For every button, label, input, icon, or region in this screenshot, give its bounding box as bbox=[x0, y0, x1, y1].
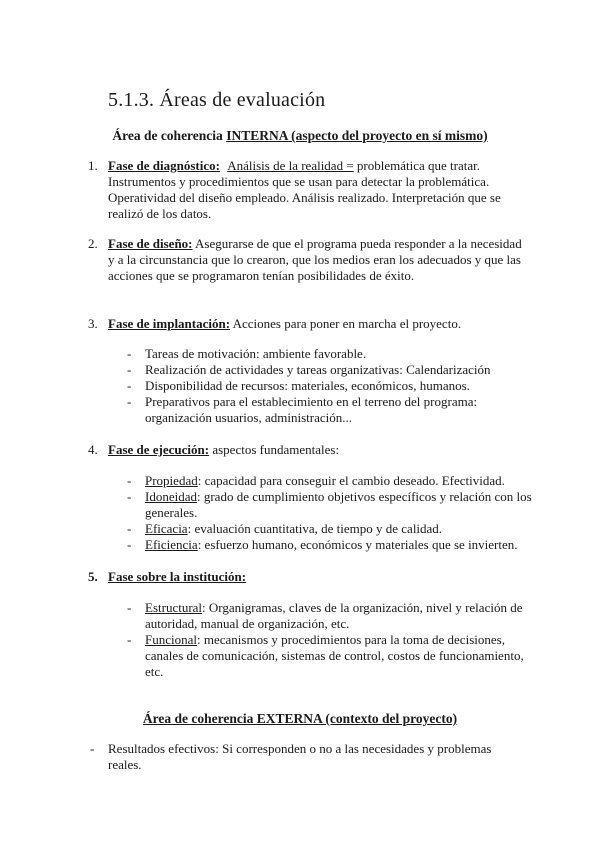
list-item-implantacion bbox=[88, 316, 528, 332]
bullet-text: Preparativos para el establecimiento en el terreno del programa: organización usuarios, administración... bbox=[145, 394, 478, 425]
item-number: 1. bbox=[88, 158, 98, 173]
bullet-text: Disponibilidad de recursos: materiales, económicos, humanos. bbox=[145, 378, 470, 393]
bullet-item bbox=[127, 362, 535, 378]
list-item-diseno bbox=[88, 236, 528, 284]
list-item-diagnostico bbox=[88, 158, 528, 222]
bullet-item bbox=[127, 346, 535, 362]
bullet-term: Eficacia bbox=[145, 521, 188, 536]
dash-marker: - bbox=[90, 741, 95, 756]
bullet-text: Tareas de motivación: ambiente favorable. bbox=[145, 346, 367, 361]
bullet-text: : esfuerzo humano, económicos y materiales que se invierten. bbox=[197, 537, 518, 552]
bullet-item bbox=[127, 473, 535, 489]
dash-marker: - bbox=[127, 346, 132, 361]
item-label: Fase de diagnóstico: bbox=[108, 158, 220, 173]
interna-heading-underlined: INTERNA (aspecto del proyecto en sí mismo) bbox=[226, 128, 488, 143]
item-number: 3. bbox=[88, 316, 98, 331]
item-label: Fase de implantación: bbox=[108, 316, 231, 331]
bullet-text: Realización de actividades y tareas organizativas: Calendarización bbox=[145, 362, 491, 377]
dash-marker: - bbox=[127, 521, 132, 536]
dash-marker: - bbox=[127, 632, 132, 647]
interna-heading bbox=[0, 127, 600, 144]
dash-marker: - bbox=[127, 378, 132, 393]
item-number: 2. bbox=[88, 236, 98, 251]
item-label: Fase de diseño: bbox=[108, 236, 193, 251]
dash-marker: - bbox=[127, 394, 132, 409]
dash-marker: - bbox=[127, 362, 132, 377]
bullet-term: Eficiencia bbox=[145, 537, 198, 552]
item-text: aspectos fundamentales: bbox=[209, 442, 340, 457]
dash-marker: - bbox=[127, 537, 132, 552]
list-item-ejecucion bbox=[88, 442, 528, 458]
item-text: Acciones para poner en marcha el proyecto. bbox=[230, 316, 462, 331]
bullet-item bbox=[127, 489, 535, 521]
item-text: Asegurarse de que el programa pueda responder a la necesidad y a la circunstancia que lo crearon, que los medios eran los adecuados y que las acciones que se programaron tenían posibilidades de éxito. bbox=[108, 236, 522, 283]
bullet-item bbox=[127, 521, 535, 537]
item-number: 5. bbox=[88, 569, 98, 584]
bullet-text: : evaluación cuantitativa, de tiempo y de calidad. bbox=[187, 521, 443, 536]
bullet-term: Idoneidad bbox=[145, 489, 197, 504]
interna-heading-pre: Área de coherencia bbox=[112, 128, 227, 143]
item-label: Fase de ejecución: bbox=[108, 442, 210, 457]
dash-marker: - bbox=[127, 600, 132, 615]
dash-marker: - bbox=[127, 489, 132, 504]
bullet-text: : mecanismos y procedimientos para la toma de decisiones, canales de comunicación, sistemas de control, costos de funcionamiento, etc. bbox=[145, 632, 524, 679]
item-sub-label: Análisis de la realidad = bbox=[227, 158, 354, 173]
bullet-term: Propiedad bbox=[145, 473, 198, 488]
ejecucion-bullets bbox=[127, 473, 535, 553]
section-title: 5.1.3. Áreas de evaluación bbox=[108, 89, 326, 111]
bullet-item bbox=[127, 537, 535, 553]
item-text: Si corresponden o no a las necesidades y problemas reales. bbox=[108, 741, 492, 772]
bullet-term: Estructural bbox=[145, 600, 203, 615]
externa-heading: Área de coherencia EXTERNA (contexto del proyecto) bbox=[142, 711, 458, 726]
item-number: 4. bbox=[88, 442, 98, 457]
list-item-institucion bbox=[88, 569, 528, 585]
institucion-bullets bbox=[127, 600, 535, 680]
dash-marker: - bbox=[127, 473, 132, 488]
externa-list-item bbox=[90, 741, 528, 773]
item-label: Resultados efectivos: bbox=[108, 741, 219, 756]
bullet-text: : capacidad para conseguir el cambio deseado. Efectividad. bbox=[197, 473, 505, 488]
implantacion-bullets bbox=[127, 346, 535, 426]
bullet-text: : grado de cumplimiento objetivos específicos y relación con los generales. bbox=[145, 489, 532, 520]
item-text: problemática que tratar. Instrumentos y procedimientos que se usan para detectar la problemática. Operatividad del diseño empleado. Análisis realizado. Interpretación que se realizó de los datos. bbox=[108, 158, 501, 221]
bullet-item bbox=[127, 394, 535, 426]
bullet-item bbox=[127, 632, 535, 680]
bullet-text: : Organigramas, claves de la organización, nivel y relación de autoridad, manual de organización, etc. bbox=[145, 600, 523, 631]
bullet-item bbox=[127, 600, 535, 632]
item-label: Fase sobre la institución: bbox=[108, 569, 247, 584]
bullet-item bbox=[127, 378, 535, 394]
bullet-term: Funcional bbox=[145, 632, 197, 647]
